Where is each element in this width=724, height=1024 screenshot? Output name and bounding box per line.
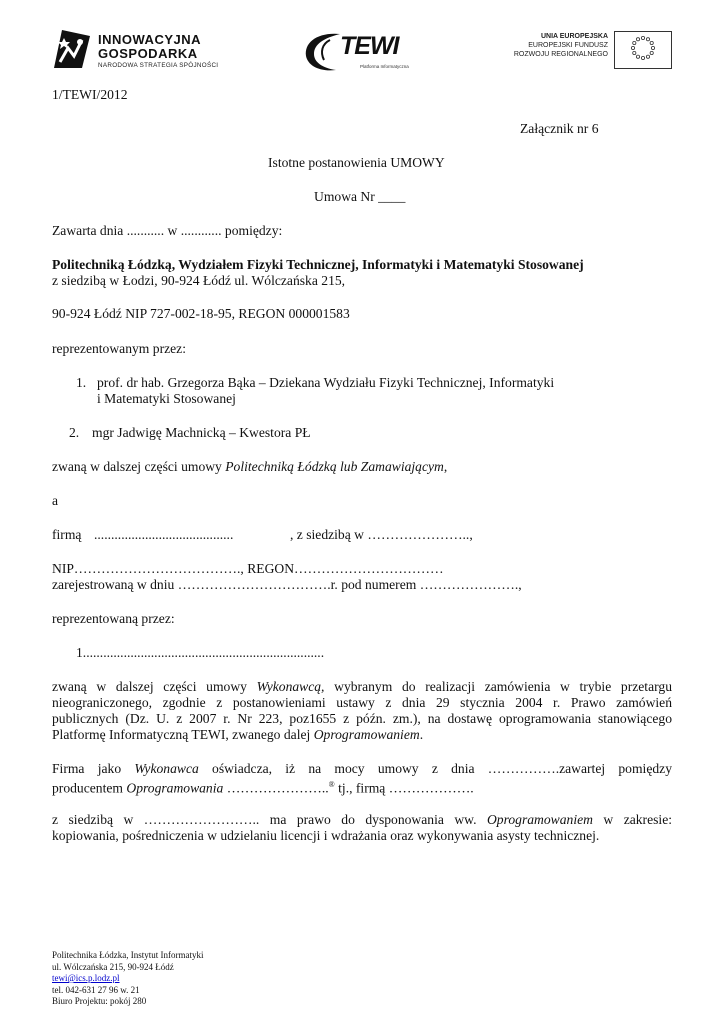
contract-number: Umowa Nr ____ (314, 189, 406, 204)
nip-regon-line: NIP………………………………., REGON…………………………… (52, 561, 444, 576)
p2-text-b: oświadcza, iż na mocy umowy z dnia …………….zawartej pomiędzy (198, 761, 672, 776)
representative-2-number: 2. (69, 425, 80, 440)
p1-l4-text-b: . (419, 727, 424, 742)
firm-name-blank: ......................................... (94, 527, 234, 542)
ig-subtitle: NARODOWA STRATEGIA SPÓJNOŚCI (98, 62, 219, 69)
firm-label: firmą (52, 527, 82, 542)
concluded-line: Zawarta dnia ........... w ............ pomiędzy: (52, 223, 283, 238)
eu-text-block (500, 32, 608, 59)
firm-seat-blank: , z siedzibą w ………………….., (290, 527, 473, 542)
p1-text-b: wybranym do realizacji zamówienia w trybie przetargu (324, 679, 672, 694)
party-ids: 90-924 Łódź NIP 727-002-18-95, REGON 000001583 (52, 306, 350, 321)
called-prefix: zwaną w dalszej części umowy (52, 459, 226, 474)
representative-1-line2: i Matematyki Stosowanej (97, 391, 236, 406)
p2-l2-text-c: tj., firmą ………………. (334, 780, 474, 796)
eu-stars-icon (615, 32, 671, 68)
ig-line2: GOSPODARKA (98, 46, 198, 61)
p3-text-a: z siedzibą w …………………….. ma prawo do dysponowania ww. (52, 812, 487, 827)
p3-italic: Oprogramowaniem (486, 812, 593, 827)
footer-line2: ul. Wólczańska 215, 90-924 Łódź (52, 961, 174, 972)
paragraph-1-line3: publicznych (Dz. U. z 2007 r. Nr 223, poz1655 z późn. zm.), na dostawę oprogramowania stanowiącego (52, 711, 672, 726)
paragraph-3-line2: kopiowania, pośredniczenia w udzielaniu licencji i wdrażania oraz wykonywania asysty technicznej. (52, 828, 600, 843)
representative-2-text: mgr Jadwigę Machnicką – Kwestora PŁ (92, 425, 311, 440)
p2-l2-italic: Oprogramowania (126, 780, 224, 796)
p3-text-b: w zakresie: (592, 812, 672, 827)
party-called-line (52, 459, 447, 475)
eu-line2: EUROPEJSKI FUNDUSZ (528, 42, 608, 49)
footer-phone: tel. 042-631 27 96 w. 21 (52, 984, 140, 995)
attachment-number: Załącznik nr 6 (520, 121, 599, 136)
ig-line1: INNOWACYJNA (98, 32, 202, 47)
paragraph-3-line1 (52, 812, 672, 828)
called-italic: Politechniką Łódzką lub Zamawiającym (225, 459, 444, 474)
footer-office: Biuro Projektu: pokój 280 (52, 996, 147, 1006)
p2-text-a: Firma jako (52, 761, 135, 776)
document-title: Istotne postanowienia UMOWY (268, 155, 445, 170)
eu-flag (614, 31, 672, 69)
paragraph-2-line2 (52, 777, 474, 797)
eu-line1: UNIA EUROPEJSKA (540, 33, 608, 40)
eu-logo (500, 30, 674, 70)
and-conjunction: a (52, 493, 59, 508)
eu-line3: ROZWOJU REGIONALNEGO (513, 51, 608, 58)
footer-email-link[interactable]: tewi@ics.p.lodz.pl (52, 973, 120, 983)
p1-text-a: zwaną w dalszej części umowy (52, 679, 257, 694)
footer-line1: Politechnika Łódzka, Instytut Informatyki (52, 950, 204, 960)
called-suffix: , (443, 459, 448, 474)
representative-blank: 1....................................................................... (76, 645, 325, 660)
paragraph-2-line1 (52, 761, 672, 777)
representative-1-line1: prof. dr hab. Grzegorza Bąka – Dziekana Wydziału Fizyki Technicznej, Informatyki (97, 375, 555, 390)
footer (52, 950, 203, 1008)
p2-italic: Wykonawca (134, 761, 199, 776)
p1-italic-contractor: Wykonawcą, (256, 679, 325, 694)
represented-by-label-2: reprezentowaną przez: (52, 611, 175, 626)
represented-by-label: reprezentowanym przez: (52, 341, 186, 356)
tewi-subtitle: Platforma Informatyczna (360, 64, 409, 69)
paragraph-1-line2: nieograniczonego, zgodnie z postanowieniami ustawy z dnia 29 stycznia 2004 r. Prawo zamówień (52, 695, 672, 710)
ig-emblem-icon (52, 28, 92, 70)
innowacyjna-gospodarka-logo (52, 28, 222, 72)
p1-l4-text-a: Platformę Informatyczną TEWI, zwanego dalej (52, 727, 314, 742)
tewi-wordmark: TEWI (340, 32, 399, 60)
paragraph-1-line1 (52, 679, 672, 695)
registered-line: zarejestrowaną w dniu …………………………….r. pod numerem …………………., (52, 577, 522, 592)
paragraph-1-line4 (52, 727, 423, 743)
party-address: z siedzibą w Łodzi, 90-924 Łódź ul. Wólczańska 215, (52, 273, 346, 288)
registered-mark: ® (328, 780, 335, 789)
tewi-logo (300, 30, 420, 74)
party-name: Politechniką Łódzką, Wydziałem Fizyki Technicznej, Informatyki i Matematyki Stosowanej (52, 257, 584, 272)
document-reference: 1/TEWI/2012 (52, 87, 128, 102)
p1-l4-italic: Oprogramowaniem (313, 727, 420, 742)
p2-l2-text-a: producentem (52, 780, 127, 796)
representative-1-number: 1. (76, 375, 87, 390)
p2-l2-text-b: ………………….. (223, 780, 329, 796)
